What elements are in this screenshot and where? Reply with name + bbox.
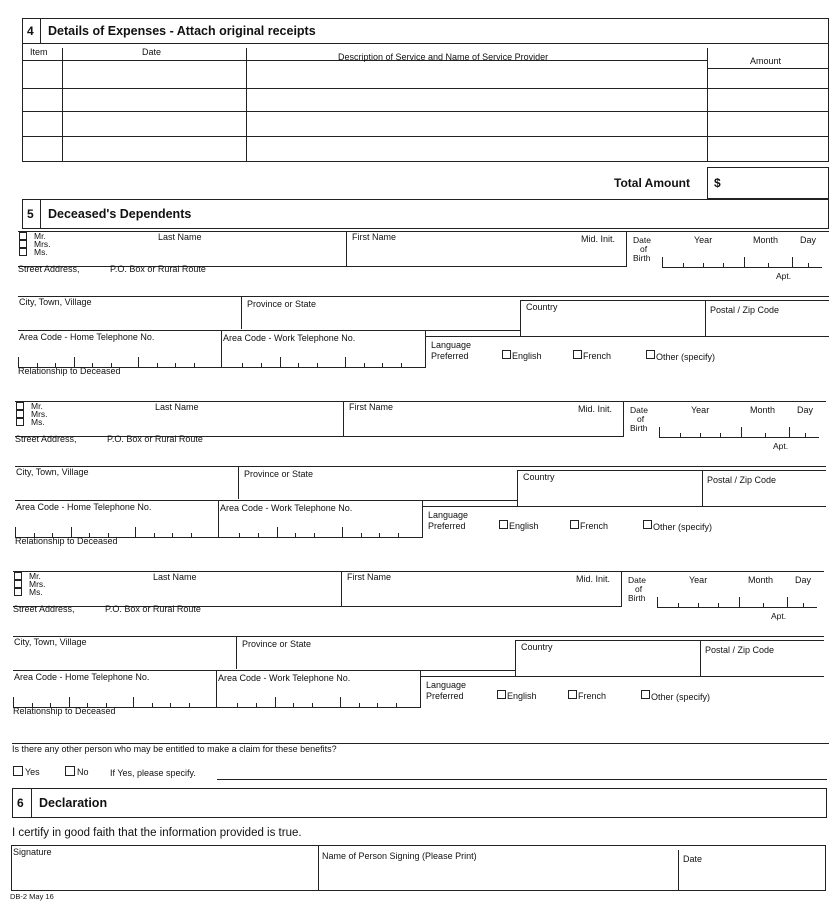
phone-top-line: [13, 670, 515, 671]
title-mr-checkbox[interactable]: [16, 402, 24, 410]
title-mrs-label: Mrs.: [29, 579, 46, 589]
title-mrs-checkbox[interactable]: [19, 240, 27, 248]
province-field[interactable]: [237, 649, 514, 669]
street-address-field[interactable]: [13, 615, 824, 635]
divider: [422, 500, 423, 538]
title-mrs-label: Mrs.: [34, 239, 51, 249]
day-label: Day: [800, 235, 817, 245]
phone-top-line: [425, 336, 829, 337]
dob-birth-label: Birth: [633, 253, 651, 263]
name-print-field[interactable]: [319, 862, 677, 890]
dependent-top-line: [13, 571, 824, 572]
year-label: Year: [691, 405, 710, 415]
section4-title: Details of Expenses - Attach original receipts: [48, 24, 316, 38]
dob-field[interactable]: [659, 419, 819, 437]
phone-top-line: [420, 676, 824, 677]
city-field[interactable]: [15, 477, 237, 499]
dob-baseline: [657, 607, 817, 608]
other-checkbox[interactable]: [641, 690, 650, 699]
last-name-field[interactable]: [57, 411, 343, 433]
month-label: Month: [748, 575, 774, 585]
work-phone-label: Area Code - Work Telephone No.: [218, 673, 351, 683]
title-mr-checkbox[interactable]: [19, 232, 27, 240]
mid-init-label: Mid. Init.: [581, 234, 616, 244]
dob-of-label: of: [635, 584, 643, 594]
street-address-label: Street Address,: [13, 604, 75, 614]
english-label: English: [509, 521, 539, 531]
no-label: No: [77, 767, 89, 777]
title-ms-label: Ms.: [29, 587, 43, 597]
postal-code-field[interactable]: [706, 315, 829, 335]
divider: [623, 401, 624, 436]
last-name-label: Last Name: [155, 402, 199, 412]
column-amount: Amount: [750, 56, 782, 66]
english-label: English: [512, 351, 542, 361]
work-phone-label: Area Code - Work Telephone No.: [220, 503, 353, 513]
last-name-label: Last Name: [153, 572, 197, 582]
country-field[interactable]: [516, 653, 700, 675]
street-address-field[interactable]: [15, 445, 826, 465]
yes-checkbox[interactable]: [13, 766, 23, 776]
dependent-1: [0, 229, 839, 379]
french-label: French: [580, 521, 609, 531]
mid-init-field[interactable]: [555, 583, 621, 605]
english-checkbox[interactable]: [497, 690, 506, 699]
city-label: City, Town, Village: [14, 637, 87, 647]
country-label: Country: [523, 472, 555, 482]
phone-top-line: [18, 330, 520, 331]
last-name-field[interactable]: [60, 241, 346, 263]
work-phone-label: Area Code - Work Telephone No.: [223, 333, 356, 343]
french-checkbox[interactable]: [568, 690, 577, 699]
dob-baseline: [662, 267, 822, 268]
mid-init-field[interactable]: [560, 243, 626, 265]
french-checkbox[interactable]: [573, 350, 582, 359]
country-top-line: [520, 300, 829, 301]
postal-code-field[interactable]: [703, 485, 826, 505]
french-label: French: [583, 351, 612, 361]
mid-init-field[interactable]: [557, 413, 623, 435]
expense-description-cell[interactable]: [247, 61, 707, 162]
first-name-label: First Name: [349, 402, 394, 412]
first-name-field[interactable]: [344, 411, 552, 435]
other-checkbox[interactable]: [643, 520, 652, 529]
section5-number: 5: [27, 207, 34, 221]
postal-code-label: Postal / Zip Code: [705, 645, 775, 655]
province-label: Province or State: [247, 299, 317, 309]
column-item: Item: [30, 47, 48, 57]
certification-statement: I certify in good faith that the information provided is true.: [12, 827, 302, 839]
english-label: English: [507, 691, 537, 701]
section6-title: Declaration: [39, 796, 108, 810]
mid-init-label: Mid. Init.: [576, 574, 611, 584]
last-name-field[interactable]: [55, 581, 341, 603]
column-date: Date: [142, 47, 162, 57]
section5-title: Deceased's Dependents: [48, 207, 192, 221]
title-mr-label: Mr.: [29, 571, 41, 581]
french-label: French: [578, 691, 607, 701]
city-field[interactable]: [18, 307, 240, 329]
expense-amount-cell[interactable]: [708, 69, 829, 162]
relationship-label: Relationship to Deceased: [18, 366, 121, 376]
dob-baseline: [659, 437, 819, 438]
title-ms-label: Ms.: [34, 247, 48, 257]
home-phone-label: Area Code - Home Telephone No.: [16, 502, 152, 512]
expense-date-cell[interactable]: [63, 61, 246, 162]
day-label: Day: [795, 575, 812, 585]
home-phone-field[interactable]: [15, 511, 218, 537]
work-phone-field[interactable]: [217, 681, 420, 707]
country-label: Country: [521, 642, 553, 652]
specify-field[interactable]: [217, 764, 827, 779]
country-top-line: [515, 640, 824, 641]
divider: [621, 571, 622, 606]
section6-header-box: [12, 788, 827, 818]
country-field[interactable]: [518, 483, 702, 505]
english-checkbox[interactable]: [502, 350, 511, 359]
dob-date-label: Date: [633, 235, 651, 245]
month-label: Month: [753, 235, 779, 245]
relationship-field[interactable]: [18, 377, 829, 395]
section4-number: 4: [27, 24, 34, 38]
last-name-label: Last Name: [158, 232, 202, 242]
po-box-label: P.O. Box or Rural Route: [110, 264, 206, 274]
language-label: Language: [428, 510, 469, 520]
dependent-2: [0, 399, 836, 549]
french-checkbox[interactable]: [570, 520, 579, 529]
phone-top-line: [15, 500, 517, 501]
month-label: Month: [750, 405, 776, 415]
work-phone-field[interactable]: [219, 511, 422, 537]
divider: [420, 670, 421, 708]
total-amount-label: Total Amount: [614, 176, 690, 190]
mid-init-label: Mid. Init.: [578, 404, 613, 414]
postal-code-label: Postal / Zip Code: [710, 305, 780, 315]
dob-field[interactable]: [657, 589, 817, 607]
if-yes-label: If Yes, please specify.: [110, 768, 196, 778]
title-ms-checkbox[interactable]: [16, 418, 24, 426]
other-label: Other (specify): [651, 692, 711, 702]
dob-of-label: of: [637, 414, 645, 424]
home-phone-label: Area Code - Home Telephone No.: [14, 672, 150, 682]
preferred-label: Preferred: [426, 691, 464, 701]
title-mrs-checkbox[interactable]: [16, 410, 24, 418]
city-top-line: [18, 296, 829, 297]
date-label: Date: [683, 854, 703, 864]
city-top-line: [15, 466, 826, 467]
dob-birth-label: Birth: [628, 593, 646, 603]
dependent-top-line: [15, 401, 826, 402]
street-address-label: Street Address,: [15, 434, 77, 444]
section4-number-divider: [40, 18, 41, 44]
dob-date-label: Date: [630, 405, 648, 415]
yes-label: Yes: [25, 767, 40, 777]
other-claimant-question: Is there any other person who may be entitled to make a claim for these benefits?: [12, 744, 337, 754]
name-print-label: Name of Person Signing (Please Print): [322, 851, 477, 861]
relationship-field[interactable]: [13, 717, 824, 735]
other-checkbox[interactable]: [646, 350, 655, 359]
home-phone-label: Area Code - Home Telephone No.: [19, 332, 155, 342]
other-label: Other (specify): [653, 522, 713, 532]
home-phone-field[interactable]: [18, 341, 221, 367]
divider: [425, 330, 426, 368]
language-label: Language: [426, 680, 467, 690]
first-name-field[interactable]: [347, 241, 555, 265]
signature-label: Signature: [13, 847, 52, 857]
section6-number: 6: [17, 796, 24, 810]
no-checkbox[interactable]: [65, 766, 75, 776]
title-mr-checkbox[interactable]: [14, 572, 22, 580]
language-label: Language: [431, 340, 472, 350]
dependent-3: [0, 569, 834, 719]
city-label: City, Town, Village: [19, 297, 92, 307]
other-label: Other (specify): [656, 352, 716, 362]
dependent-top-line: [18, 231, 829, 232]
home-phone-field[interactable]: [13, 681, 216, 707]
province-label: Province or State: [242, 639, 312, 649]
title-ms-checkbox[interactable]: [14, 588, 22, 596]
apt-label: Apt.: [776, 271, 792, 281]
po-box-label: P.O. Box or Rural Route: [107, 434, 203, 444]
street-address-field[interactable]: [18, 275, 829, 295]
city-top-line: [13, 636, 824, 637]
first-name-label: First Name: [352, 232, 397, 242]
day-label: Day: [797, 405, 814, 415]
dob-date-label: Date: [628, 575, 646, 585]
province-field[interactable]: [239, 479, 516, 499]
preferred-label: Preferred: [428, 521, 466, 531]
first-name-label: First Name: [347, 572, 392, 582]
country-top-line: [517, 470, 826, 471]
dob-birth-label: Birth: [630, 423, 648, 433]
relationship-field[interactable]: [15, 547, 826, 565]
title-mr-label: Mr.: [31, 401, 43, 411]
signature-field[interactable]: [12, 858, 317, 890]
year-label: Year: [694, 235, 713, 245]
column-description: Description of Service and Name of Service Provider: [338, 52, 549, 62]
province-field[interactable]: [242, 309, 519, 329]
preferred-label: Preferred: [431, 351, 469, 361]
work-phone-field[interactable]: [222, 341, 425, 367]
section6-number-divider: [31, 788, 32, 818]
first-name-field[interactable]: [342, 581, 550, 605]
currency-symbol: $: [714, 176, 721, 190]
form-id: DB-2 May 16: [10, 892, 54, 901]
relationship-label: Relationship to Deceased: [15, 536, 118, 546]
expense-item-cell[interactable]: [22, 61, 62, 162]
title-ms-checkbox[interactable]: [19, 248, 27, 256]
country-label: Country: [526, 302, 558, 312]
english-checkbox[interactable]: [499, 520, 508, 529]
apt-label: Apt.: [773, 441, 789, 451]
section5-number-divider: [40, 199, 41, 229]
year-label: Year: [689, 575, 708, 585]
po-box-label: P.O. Box or Rural Route: [105, 604, 201, 614]
country-field[interactable]: [521, 313, 705, 335]
relationship-label: Relationship to Deceased: [13, 706, 116, 716]
province-label: Province or State: [244, 469, 314, 479]
specify-line: [217, 779, 827, 780]
dob-of-label: of: [640, 244, 648, 254]
title-mr-label: Mr.: [34, 231, 46, 241]
dob-field[interactable]: [662, 249, 822, 267]
title-ms-label: Ms.: [31, 417, 45, 427]
street-address-label: Street Address,: [18, 264, 80, 274]
divider: [626, 231, 627, 266]
date-field[interactable]: [679, 865, 825, 890]
postal-code-label: Postal / Zip Code: [707, 475, 777, 485]
postal-code-field[interactable]: [701, 655, 824, 675]
title-mrs-checkbox[interactable]: [14, 580, 22, 588]
total-amount-box[interactable]: [707, 167, 829, 199]
title-mrs-label: Mrs.: [31, 409, 48, 419]
apt-label: Apt.: [771, 611, 787, 621]
phone-top-line: [422, 506, 826, 507]
city-label: City, Town, Village: [16, 467, 89, 477]
city-field[interactable]: [13, 647, 235, 669]
